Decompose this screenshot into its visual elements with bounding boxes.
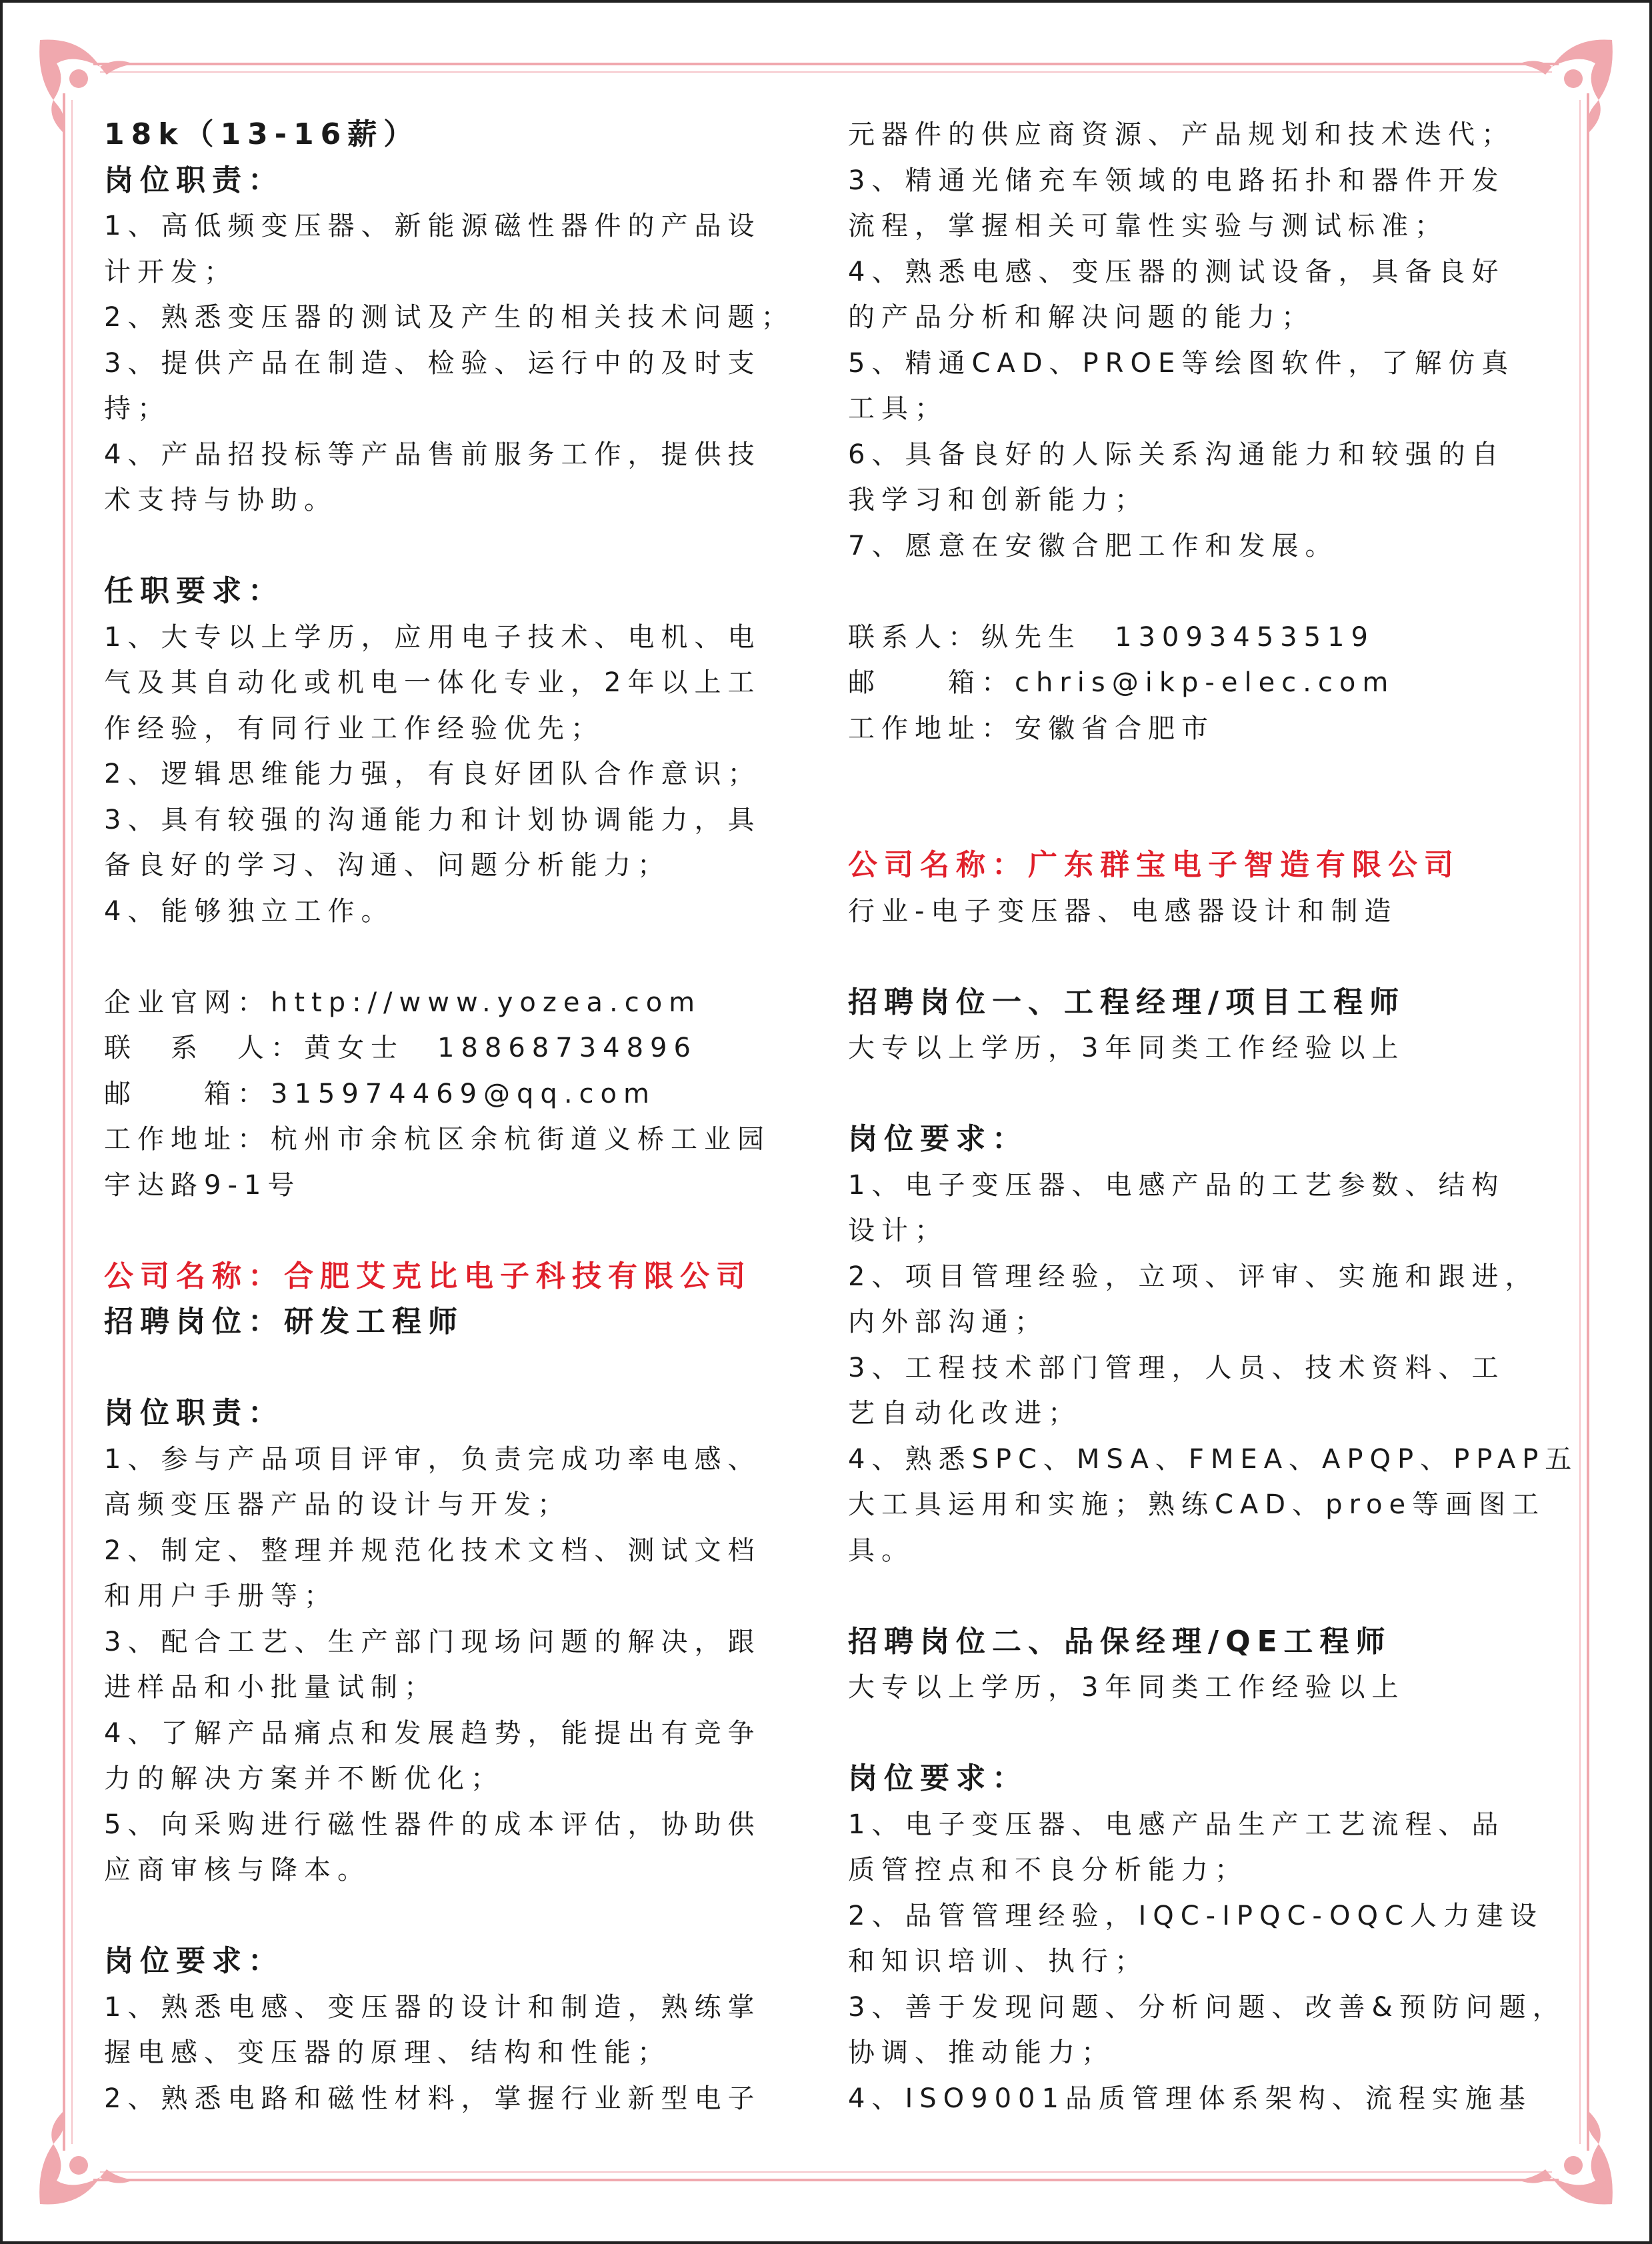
- website-line: 企业官网：http://www.yozea.com: [104, 987, 702, 1018]
- requirement-line: 元器件的供应商资源、产品规划和技术迭代；: [848, 119, 1515, 150]
- corner-ornament-bottom-left: [39, 2111, 133, 2205]
- duty-line: 5、向采购进行磁性器件的成本评估，协助供: [104, 1809, 761, 1840]
- industry-line: 行业-电子变压器、电感器设计和制造: [848, 895, 1398, 927]
- email-line: 邮 箱：chris@ikp-elec.com: [848, 667, 1395, 698]
- position-one-title: 招聘岗位一、工程经理/项目工程师: [848, 985, 1406, 1019]
- requirements-heading: 岗位要求：: [104, 1944, 284, 1978]
- requirement-line: 备良好的学习、沟通、问题分析能力；: [104, 850, 671, 881]
- requirement-line: 4、熟悉电感、变压器的测试设备，具备良好: [848, 256, 1505, 287]
- duty-line: 高频变压器产品的设计与开发；: [104, 1489, 571, 1520]
- requirements-heading: 岗位要求：: [848, 1122, 1028, 1156]
- left-column: [104, 112, 795, 2121]
- position-one-education: 大专以上学历，3年同类工作经验以上: [848, 1033, 1405, 1063]
- duty-line: 应商审核与降本。: [104, 1855, 371, 1885]
- requirement-line: 3、善于发现问题、分析问题、改善&预防问题，: [848, 1991, 1566, 2023]
- address-line: 工作地址：杭州市余杭区余杭街道义桥工业园: [104, 1124, 771, 1155]
- requirement-line: 2、熟悉电路和磁性材料，掌握行业新型电子: [104, 2083, 761, 2114]
- requirement-line: 1、电子变压器、电感产品的工艺参数、结构: [848, 1169, 1505, 1201]
- requirement-line: 4、能够独立工作。: [104, 895, 395, 927]
- requirement-line: 2、项目管理经验，立项、评审、实施和跟进，: [848, 1261, 1539, 1292]
- requirement-line: 1、熟悉电感、变压器的设计和制造，熟练掌: [104, 1991, 761, 2023]
- address-line: 宇达路9-1号: [104, 1169, 301, 1201]
- requirement-line: 的产品分析和解决问题的能力；: [848, 302, 1315, 333]
- position-two-education: 大专以上学历，3年同类工作经验以上: [848, 1672, 1405, 1703]
- requirement-line: 4、熟悉SPC、MSA、FMEA、APQP、PPAP五: [848, 1443, 1579, 1475]
- requirement-line: 设计；: [848, 1215, 948, 1246]
- requirement-line: 5、精通CAD、PROE等绘图软件，了解仿真: [848, 347, 1515, 379]
- requirement-line: 作经验，有同行业工作经验优先；: [104, 713, 604, 744]
- contact-person-line: 联 系 人：黄女士 18868734896: [104, 1033, 697, 1063]
- requirement-line: 握电感、变压器的原理、结构和性能；: [104, 2037, 671, 2068]
- requirement-line: 内外部沟通；: [848, 1307, 1048, 1337]
- duty-line: 1、高低频变压器、新能源磁性器件的产品设: [104, 211, 761, 241]
- duty-line: 持；: [104, 393, 171, 424]
- requirement-line: 2、品管管理经验，IQC-IPQC-OQC人力建设: [848, 1900, 1543, 1931]
- requirement-line: 4、ISO9001品质管理体系架构、流程实施基: [848, 2083, 1532, 2114]
- position-title: 招聘岗位：研发工程师: [104, 1305, 464, 1339]
- duties-heading: 岗位职责：: [104, 1396, 284, 1430]
- requirement-line: 具。: [848, 1535, 915, 1566]
- requirements-heading: 岗位要求：: [848, 1761, 1028, 1795]
- position-two-title: 招聘岗位二、品保经理/QE工程师: [848, 1624, 1392, 1659]
- duty-line: 计开发；: [104, 256, 237, 287]
- requirement-line: 2、逻辑思维能力强，有良好团队合作意识；: [104, 759, 761, 789]
- company-name-hefei: 公司名称：合肥艾克比电子科技有限公司: [104, 1259, 752, 1293]
- requirement-line: 气及其自动化或机电一体化专业，2年以上工: [104, 667, 761, 698]
- duty-line: 4、产品招投标等产品售前服务工作，提供技: [104, 439, 761, 470]
- requirement-line: 3、工程技术部门管理，人员、技术资料、工: [848, 1352, 1505, 1383]
- corner-ornament-bottom-right: [1519, 2111, 1613, 2205]
- duty-line: 力的解决方案并不断优化；: [104, 1763, 504, 1794]
- duty-line: 4、了解产品痛点和发展趋势，能提出有竞争: [104, 1717, 761, 1749]
- requirement-line: 流程，掌握相关可靠性实验与测试标准；: [848, 211, 1448, 241]
- requirement-line: 7、愿意在安徽合肥工作和发展。: [848, 530, 1339, 561]
- requirement-line: 质管控点和不良分析能力；: [848, 1855, 1248, 1885]
- contact-person-line: 联系人：纵先生 13093453519: [848, 621, 1375, 653]
- company-name-guangdong: 公司名称：广东群宝电子智造有限公司: [848, 848, 1460, 882]
- duty-line: 和用户手册等；: [104, 1581, 337, 1611]
- requirement-line: 我学习和创新能力；: [848, 485, 1148, 515]
- duty-line: 术支持与协助。: [104, 485, 337, 515]
- requirement-line: 艺自动化改进；: [848, 1398, 1081, 1429]
- requirement-line: 3、精通光储充车领域的电路拓扑和器件开发: [848, 165, 1505, 196]
- duties-heading: 岗位职责：: [104, 163, 284, 197]
- duty-line: 3、提供产品在制造、检验、运行中的及时支: [104, 347, 761, 379]
- right-column: [848, 112, 1579, 2121]
- requirement-line: 1、大专以上学历，应用电子技术、电机、电: [104, 621, 761, 653]
- requirements-heading: 任职要求：: [104, 574, 284, 608]
- requirement-line: 协调、推动能力；: [848, 2037, 1115, 2068]
- duty-line: 进样品和小批量试制；: [104, 1672, 437, 1703]
- requirement-line: 和知识培训、执行；: [848, 1946, 1148, 1977]
- requirement-line: 1、电子变压器、电感产品生产工艺流程、品: [848, 1809, 1505, 1840]
- requirement-line: 6、具备良好的人际关系沟通能力和较强的自: [848, 439, 1505, 470]
- address-line: 工作地址：安徽省合肥市: [848, 713, 1215, 744]
- duty-line: 1、参与产品项目评审，负责完成功率电感、: [104, 1443, 761, 1475]
- duty-line: 2、熟悉变压器的测试及产生的相关技术问题；: [104, 302, 795, 333]
- duty-line: 2、制定、整理并规范化技术文档、测试文档: [104, 1535, 761, 1566]
- salary-line: 18k（13-16薪）: [104, 117, 420, 151]
- email-line: 邮 箱：315974469@qq.com: [104, 1078, 656, 1109]
- requirement-line: 大工具运用和实施；熟练CAD、proe等画图工: [848, 1489, 1546, 1520]
- requirement-line: 3、具有较强的沟通能力和计划协调能力，具: [104, 804, 761, 835]
- requirement-line: 工具；: [848, 393, 948, 424]
- duty-line: 3、配合工艺、生产部门现场问题的解决，跟: [104, 1626, 761, 1657]
